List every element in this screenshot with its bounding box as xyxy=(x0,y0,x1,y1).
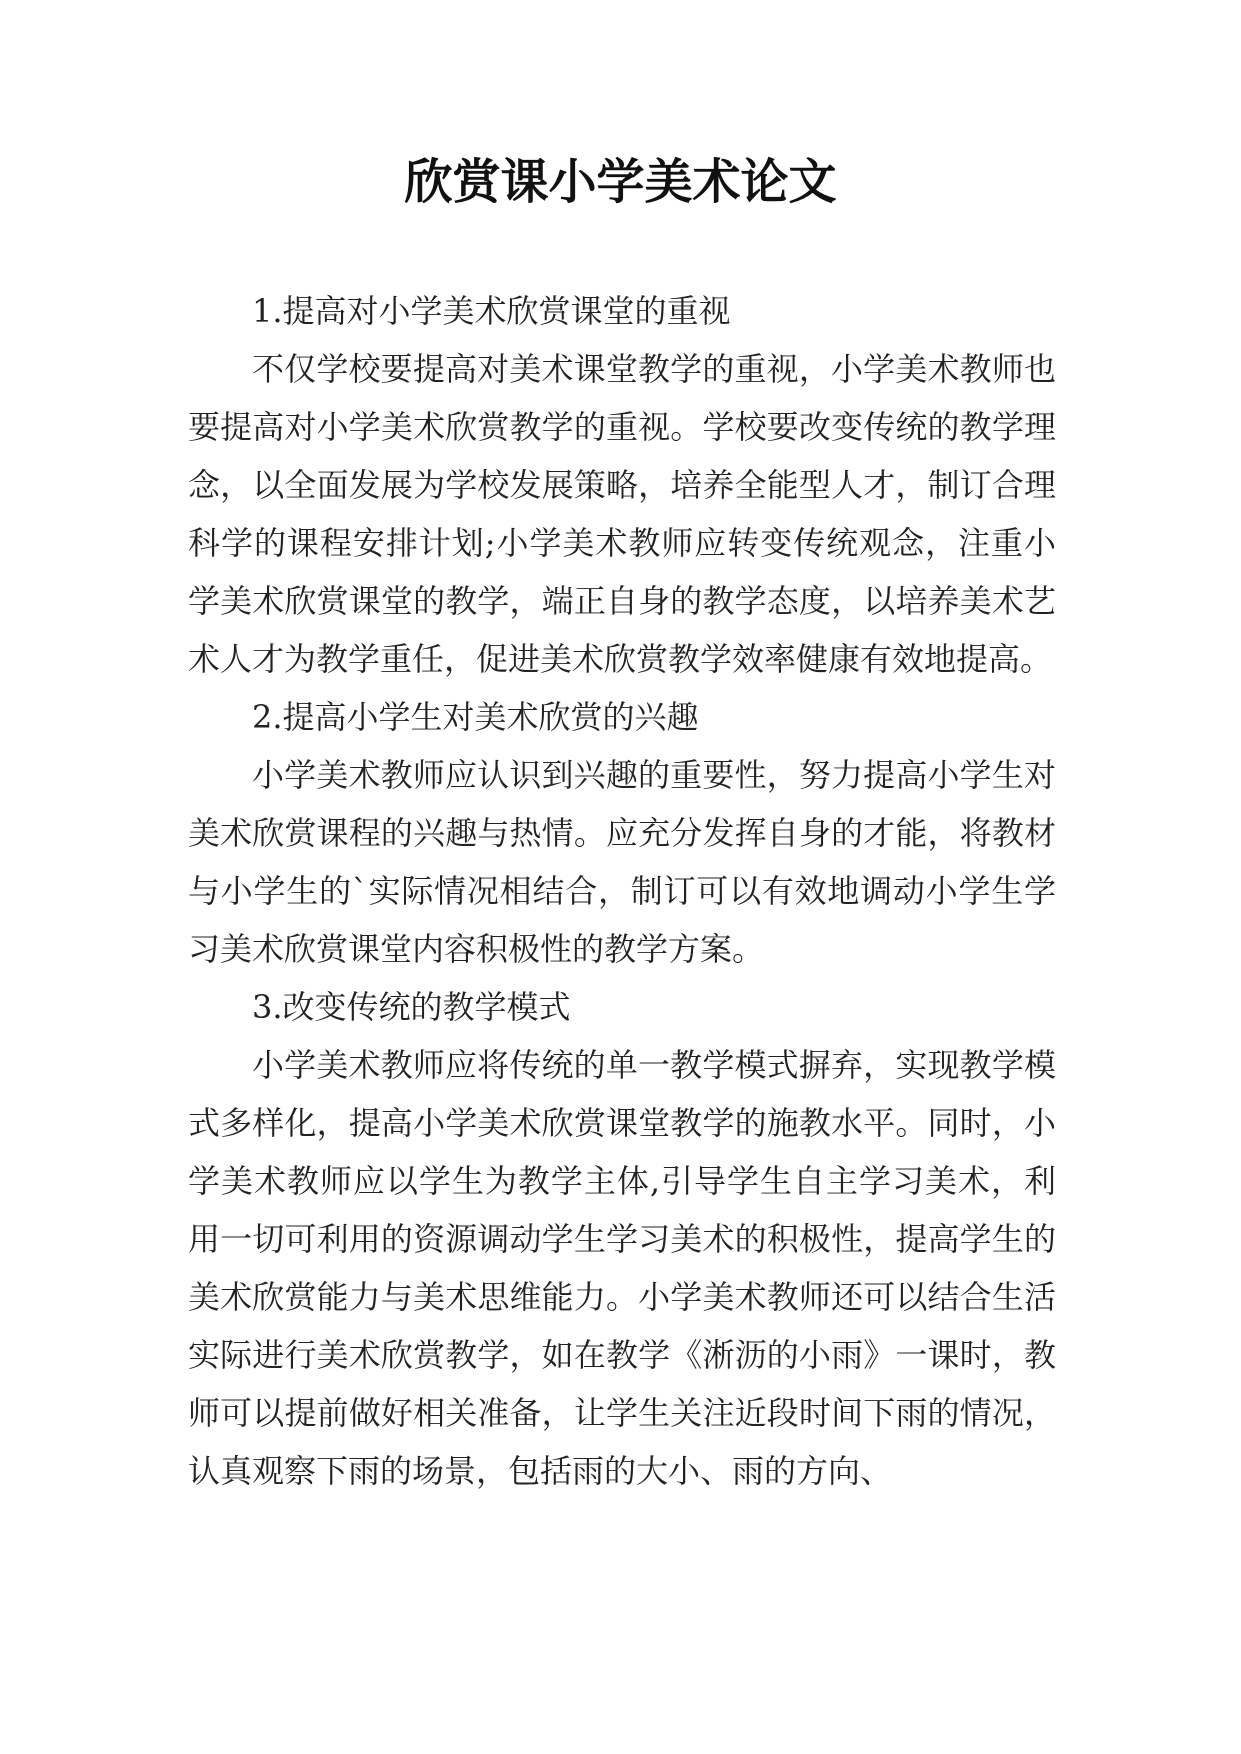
paragraph-1: 不仅学校要提高对美术课堂教学的重视，小学美术教师也要提高对小学美术欣赏教学的重视。学校要改变传统的教学理念，以全面发展为学校发展策略，培养全能型人才，制订合理科学的课程安排计划;小学美术教师应转变传统观念，注重小学美术欣赏课堂的教学，端正自身的教学态度，以培养美术艺术人才为教学重任，促进美术欣赏教学效率健康有效地提高。 xyxy=(188,350,1056,678)
document-body xyxy=(188,282,1056,1500)
paragraph-2: 小学美术教师应认识到兴趣的重要性，努力提高小学生对美术欣赏课程的兴趣与热情。应充分发挥自身的才能，将教材与小学生的`实际情况相结合，制订可以有效地调动小学生学习美术欣赏课堂内容积极性的教学方案。 xyxy=(188,756,1056,968)
document-title: 欣赏课小学美术论文 xyxy=(404,154,837,210)
heading-1: 1.提高对小学美术欣赏课堂的重视 xyxy=(252,292,731,330)
heading-3: 3.改变传统的教学模式 xyxy=(252,988,571,1026)
heading-2: 2.提高小学生对美术欣赏的兴趣 xyxy=(252,698,699,736)
paragraph-3: 小学美术教师应将传统的单一教学模式摒弃，实现教学模式多样化，提高小学美术欣赏课堂教学的施教水平。同时，小学美术教师应以学生为教学主体,引导学生自主学习美术，利用一切可利用的资源调动学生学习美术的积极性，提高学生的美术欣赏能力与美术思维能力。小学美术教师还可以结合生活实际进行美术欣赏教学，如在教学《淅沥的小雨》一课时，教师可以提前做好相关准备，让学生关注近段时间下雨的情况，认真观察下雨的场景，包括雨的大小、雨的方向、 xyxy=(188,1046,1056,1490)
